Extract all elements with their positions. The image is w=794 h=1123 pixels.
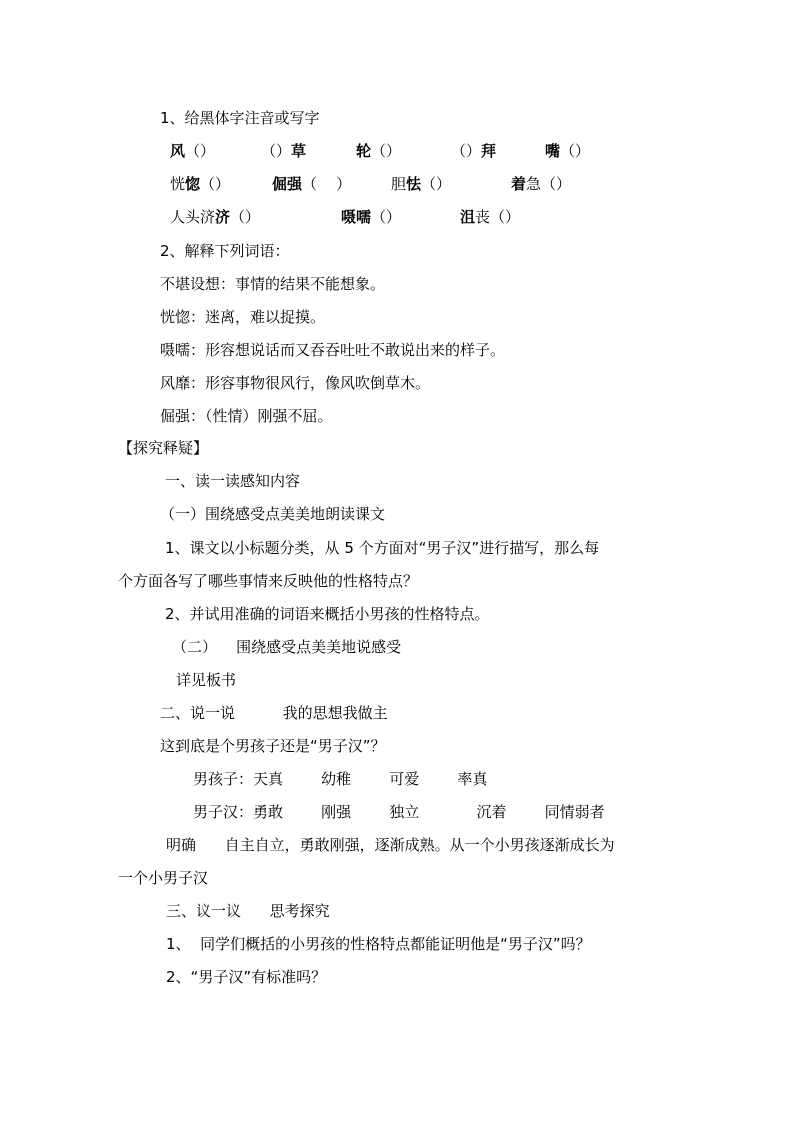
man-traits: 男子汉：勇敢 刚强 独立 沉着 同情弱者 [193,803,605,821]
definition-item: 恍惚：迷离，难以捉摸。 [160,308,326,326]
definition-item: 倔强：（性情）刚强不屈。 [160,407,333,425]
item-cao: （）草 [261,142,307,160]
section-title: 【探究释疑】 [118,439,209,457]
definition-item: 嗫嚅：形容想说话而又吞吞吐吐不敢说出来的样子。 [160,341,506,359]
summary-line-1: 明确 自主自立，勇敢刚强，逐渐成熟。从一个小男孩逐渐成长为 [166,836,615,854]
question-2: 2、并试用准确的词语来概括小男孩的性格特点。 [165,605,490,623]
part-3-heading: 三、议一议 思考探究 [166,902,330,920]
item-bai: （）拜 [451,142,497,160]
item-juejiang: 倔强（ ） [272,175,352,193]
subsection-1: （一）围绕感受点美美地朗读课文 [160,505,386,523]
item-huanghu: 恍惚（） [170,175,231,193]
item-jusang: 沮丧（） [460,208,521,226]
item-renjiji: 人头济济（） [170,208,261,226]
definition-item: 不堪设想：事情的结果不能想象。 [160,275,386,293]
item-danqie: 胆怯（） [391,175,452,193]
definition-item: 风靡：形容事物很风行，像风吹倒草木。 [160,374,431,392]
boy-traits: 男孩子：天真 幼稚 可爱 率真 [193,770,488,788]
item-feng: 风（） [170,142,216,160]
exercise-1-heading: 1、给黑体字注音或写字 [160,109,320,127]
question-1-line-2: 个方面各写了哪些事情来反映他的性格特点？ [118,572,419,590]
item-nieru: 嗫嚅（） [341,208,402,226]
part-1-heading: 一、读一读感知内容 [165,472,301,490]
item-zui: 嘴（） [545,142,591,160]
exercise-2-heading: 2、解释下列词语： [160,242,290,260]
discussion-question: 这到底是个男孩子还是“男子汉”？ [160,737,386,755]
see-board-note: 详见板书 [176,671,237,689]
discussion-item-2: 2、“男子汉”有标准吗？ [166,968,327,986]
item-zhaoji: 着急（） [511,175,572,193]
subsection-2: （二） 围绕感受点美美地说感受 [172,638,402,656]
summary-line-2: 一个小男子汉 [118,869,209,887]
part-2-heading: 二、说一说 我的思想我做主 [160,704,388,722]
question-1-line-1: 1、课文以小标题分类，从 5 个方面对“男子汉”进行描写，那么每 [165,539,600,557]
item-lun: 轮（） [356,142,402,160]
discussion-item-1: 1、 同学们概括的小男孩的性格特点都能证明他是“男子汉”吗？ [166,935,591,953]
